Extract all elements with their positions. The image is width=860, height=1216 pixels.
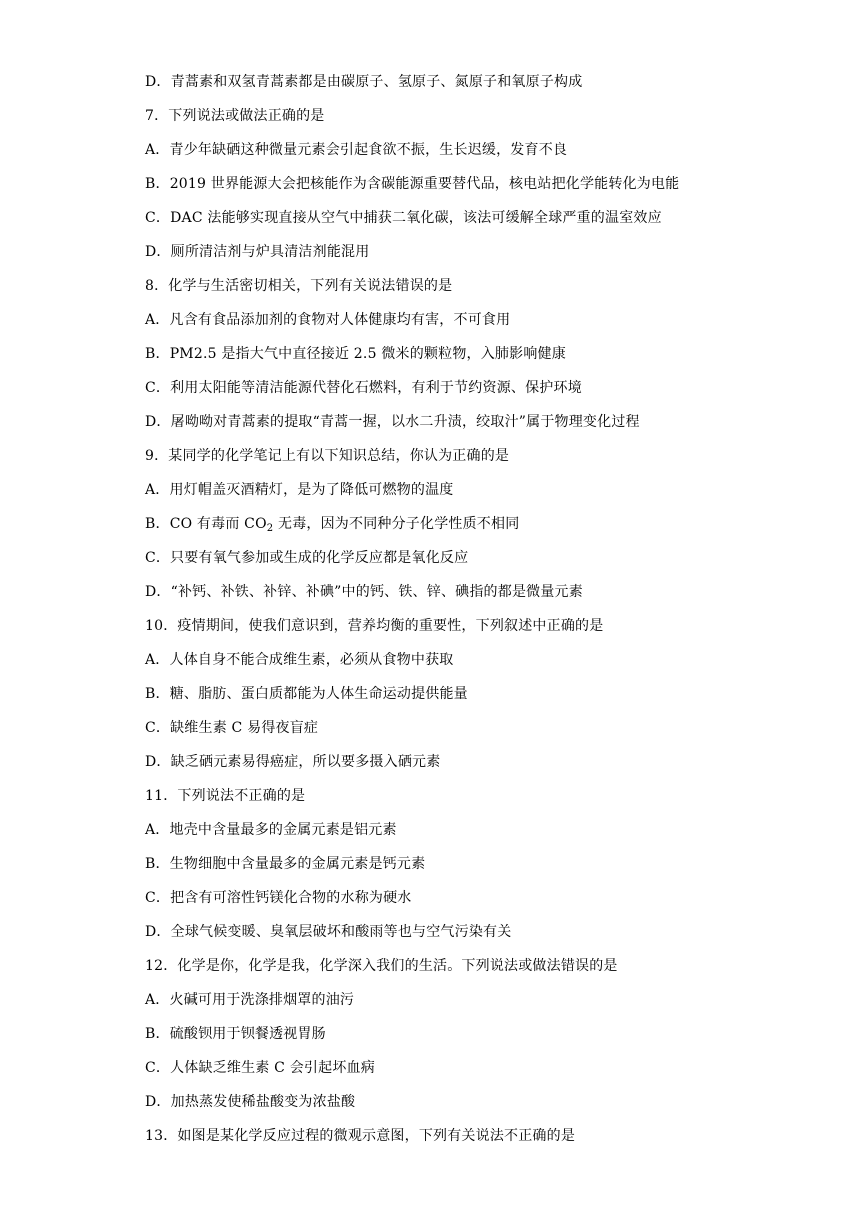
option-9-d: D．“补钙、补铁、补锌、补碘”中的钙、铁、锌、碘指的都是微量元素 bbox=[145, 584, 583, 600]
option-12-b: B．硫酸钡用于钡餐透视胃肠 bbox=[145, 1026, 326, 1042]
option-9-a: A．用灯帽盖灭酒精灯，是为了降低可燃物的温度 bbox=[145, 482, 454, 498]
question-10: 10．疫情期间，使我们意识到，营养均衡的重要性，下列叙述中正确的是 bbox=[145, 618, 604, 634]
option-12-d: D．加热蒸发使稀盐酸变为浓盐酸 bbox=[145, 1094, 356, 1110]
option-8-c: C．利用太阳能等清洁能源代替化石燃料，有利于节约资源、保护环境 bbox=[145, 380, 582, 396]
option-7-a: A．青少年缺硒这种微量元素会引起食欲不振，生长迟缓，发育不良 bbox=[145, 142, 568, 158]
option-11-c: C．把含有可溶性钙镁化合物的水称为硬水 bbox=[145, 890, 412, 906]
option-7-b: B．2019 世界能源大会把核能作为含碳能源重要替代品，核电站把化学能转化为电能 bbox=[145, 176, 680, 192]
question-12: 12．化学是你，化学是我，化学深入我们的生活。下列说法或做法错误的是 bbox=[145, 958, 618, 974]
option-9-b-start: B．CO 有毒而 CO bbox=[145, 516, 267, 532]
option-11-a: A．地壳中含量最多的金属元素是铝元素 bbox=[145, 822, 397, 838]
option-8-b: B．PM2.5 是指大气中直径接近 2.5 微米的颗粒物，入肺影响健康 bbox=[145, 346, 566, 362]
question-9: 9．某同学的化学笔记上有以下知识总结，你认为正确的是 bbox=[145, 448, 510, 464]
option-9-c: C．只要有氧气参加或生成的化学反应都是氧化反应 bbox=[145, 550, 469, 566]
option-9-b-rest: 无毒，因为不同种分子化学性质不相同 bbox=[273, 516, 520, 532]
option-11-d: D．全球气候变暖、臭氧层破坏和酸雨等也与空气污染有关 bbox=[145, 924, 512, 940]
option-12-a: A．火碱可用于洗涤排烟罩的油污 bbox=[145, 992, 355, 1008]
option-10-c: C．缺维生素 C 易得夜盲症 bbox=[145, 720, 319, 736]
option-7-d: D．厕所清洁剂与炉具清洁剂能混用 bbox=[145, 244, 370, 260]
option-12-c: C．人体缺乏维生素 C 会引起坏血病 bbox=[145, 1060, 375, 1076]
option-10-b: B．糖、脂肪、蛋白质都能为人体生命运动提供能量 bbox=[145, 686, 468, 702]
option-8-d: D．屠呦呦对青蒿素的提取“青蒿一握，以水二升渍，绞取汁”属于物理变化过程 bbox=[145, 414, 640, 430]
question-13: 13．如图是某化学反应过程的微观示意图，下列有关说法不正确的是 bbox=[145, 1128, 576, 1144]
co2-subscript: 2 bbox=[266, 523, 274, 534]
question-8: 8．化学与生活密切相关，下列有关说法错误的是 bbox=[145, 278, 453, 294]
option-7-c: C．DAC 法能够实现直接从空气中捕获二氧化碳，该法可缓解全球严重的温室效应 bbox=[145, 210, 662, 226]
option-10-a: A．人体自身不能合成维生素，必须从食物中获取 bbox=[145, 652, 454, 668]
option-9-b bbox=[145, 512, 825, 536]
option-8-a: A．凡含有食品添加剂的食物对人体健康均有害，不可食用 bbox=[145, 312, 511, 328]
question-7: 7．下列说法或做法正确的是 bbox=[145, 108, 325, 124]
option-11-b: B．生物细胞中含量最多的金属元素是钙元素 bbox=[145, 856, 426, 872]
option-10-d: D．缺乏硒元素易得癌症，所以要多摄入硒元素 bbox=[145, 754, 441, 770]
question-11: 11．下列说法不正确的是 bbox=[145, 788, 306, 804]
option-6-d: D．青蒿素和双氢青蒿素都是由碳原子、氢原子、氮原子和氧原子构成 bbox=[145, 74, 583, 90]
